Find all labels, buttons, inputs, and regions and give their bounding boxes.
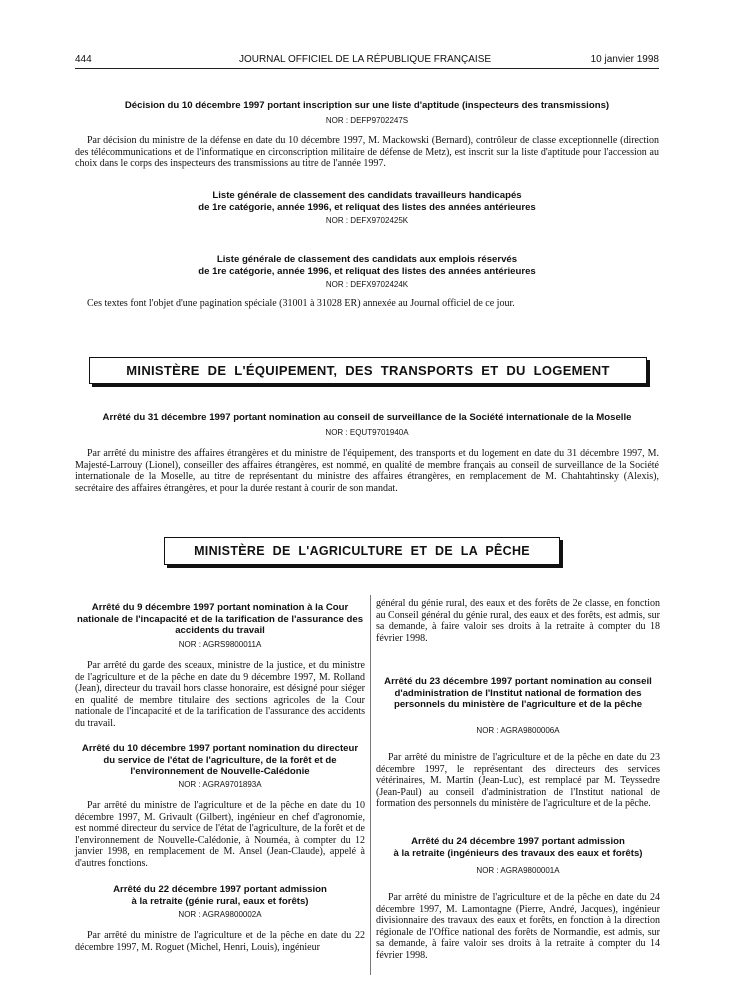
decision-title: Décision du 10 décembre 1997 portant inscription sur une liste d'aptitude (inspecteurs des transmissions) <box>124 100 610 111</box>
arrete-retraite-genie-nor: NOR : AGRA9800002A <box>178 910 262 919</box>
list-handicapes-title-2: de 1re catégorie, année 1996, et reliquat des listes des années antérieures <box>198 202 536 213</box>
list-emplois-nor: NOR : DEFX9702424K <box>325 280 409 289</box>
issue-date: 10 janvier 1998 <box>590 54 659 65</box>
ministry-equipement-heading: MINISTÈRE DE L'ÉQUIPEMENT, DES TRANSPORTS ET DU LOGEMENT <box>89 357 647 384</box>
arrete-cour-title: Arrêté du 9 décembre 1997 portant nomination à la Cour nationale de l'incapacité et de la tarification de l'assurance des accidents du travail <box>76 602 364 636</box>
arrete-moselle-title: Arrêté du 31 décembre 1997 portant nomination au conseil de surveillance de la Société internationale de la Moselle <box>102 412 632 423</box>
decision-body: Par décision du ministre de la défense en date du 10 décembre 1997, M. Mackowski (Bernard), contrôleur de classe exceptionnelle (direction des télécommunications et de l'informatique en circonscription militaire de défense de Metz), est inscrit sur la liste d'aptitude pour l'accession au choix dans le corps des inspecteurs des transmissions au titre de l'année 1997. <box>75 135 659 170</box>
header-rule <box>75 68 659 69</box>
list-emplois-title-2: de 1re catégorie, année 1996, et reliquat des listes des années antérieures <box>198 266 536 277</box>
retraite-genie-continuation: général du génie rural, des eaux et des forêts de 2e classe, en fonction au Conseil général du génie rural, des eaux et des forêts, est admis, sur sa demande, à faire valoir ses droits à la retraite à compter du 18 février 1998. <box>376 598 660 644</box>
arrete-retraite-ingenieurs-title-1: Arrêté du 24 décembre 1997 portant admission <box>411 836 625 847</box>
page-number: 444 <box>75 54 92 65</box>
list-handicapes-nor: NOR : DEFX9702425K <box>325 216 409 225</box>
pagination-note: Ces textes font l'objet d'une pagination spéciale (31001 à 31028 ER) annexée au Journal officiel de ce jour. <box>87 298 515 309</box>
arrete-cour-nor: NOR : AGRS9800011A <box>178 640 262 649</box>
arrete-caledonie-nor: NOR : AGRA9701893A <box>178 780 262 789</box>
arrete-moselle-nor: NOR : EQUT9701940A <box>325 428 409 437</box>
arrete-retraite-genie-title-2: à la retraite (génie rural, eaux et forêts) <box>131 896 309 907</box>
arrete-cour-body: Par arrêté du garde des sceaux, ministre de la justice, et du ministre de l'agriculture et de la pêche en date du 9 décembre 1997, M. Rolland (Jean), directeur du travail hors classe honoraire, est désigné pour siéger en qualité de membre titulaire des sections agricoles de la Cour nationale de l'incapacité et de la tarification de l'assurance des accidents du travail. <box>75 660 365 729</box>
column-divider <box>370 595 371 975</box>
arrete-retraite-genie-body: Par arrêté du ministre de l'agriculture et de la pêche en date du 22 décembre 1997, M. Roguet (Michel, Henri, Louis), ingénieur <box>75 930 365 953</box>
ministry-agriculture-heading: MINISTÈRE DE L'AGRICULTURE ET DE LA PÊCHE <box>164 537 560 565</box>
arrete-caledonie-body: Par arrêté du ministre de l'agriculture et de la pêche en date du 10 décembre 1997, M. Grivault (Gilbert), ingénieur en chef d'agronomie, est nommé directeur du service de l'état de l'agriculture, de la forêt et de l'environnement de Nouvelle-Calédonie, à Nouméa, à compter du 12 janvier 1998, en remplacement de M. Ansel (Jean-Claude), appelé à d'autres fonctions. <box>75 800 365 869</box>
journal-title: JOURNAL OFFICIEL DE LA RÉPUBLIQUE FRANÇAISE <box>238 54 492 65</box>
arrete-retraite-ingenieurs-title-2: à la retraite (ingénieurs des travaux des eaux et forêts) <box>393 848 643 859</box>
arrete-caledonie-title: Arrêté du 10 décembre 1997 portant nomination du directeur du service de l'état de l'agriculture, de la forêt et de l'environnement de Nouvelle-Calédonie <box>81 743 359 777</box>
decision-nor: NOR : DEFP9702247S <box>325 116 409 125</box>
list-handicapes-title-1: Liste générale de classement des candidats travailleurs handicapés <box>212 190 522 201</box>
arrete-retraite-ingenieurs-nor: NOR : AGRA9800001A <box>476 866 560 875</box>
arrete-institut-nor: NOR : AGRA9800006A <box>476 726 560 735</box>
arrete-moselle-body: Par arrêté du ministre des affaires étrangères et du ministre de l'équipement, des transports et du logement en date du 31 décembre 1997, M. Majesté-Larrouy (Lionel), conseiller des affaires étrangères, est nommé, en qualité de membre français au conseil de surveillance de la Société internationale de la Moselle, au titre de représentant du ministre des affaires étrangères, en remplacement de M. Chahtahtinsky (Alexis), secrétaire des affaires étrangères, et pour la durée restant à courir de son mandat. <box>75 448 659 494</box>
list-emplois-title-1: Liste générale de classement des candidats aux emplois réservés <box>216 254 518 265</box>
arrete-retraite-genie-title-1: Arrêté du 22 décembre 1997 portant admission <box>113 884 327 895</box>
arrete-institut-title: Arrêté du 23 décembre 1997 portant nomination au conseil d'administration de l'Institut national de formation des personnels du ministère de l'agriculture et de la pêche <box>384 676 652 710</box>
arrete-institut-body: Par arrêté du ministre de l'agriculture et de la pêche en date du 23 décembre 1997, le représentant des directeurs des services vétérinaires, M. Martin (Jean-Luc), est remplacé par M. Teyssedre (Jean-Paul) au conseil d'administration de l'Institut national de formation des personnels du ministère de l'agriculture et de la pêche. <box>376 752 660 810</box>
arrete-retraite-ingenieurs-body: Par arrêté du ministre de l'agriculture et de la pêche en date du 24 décembre 1997, M. Lamontagne (Pierre, André, Jacques), ingénieur divisionnaire des travaux des eaux et forêts, en fonction à la direction régionale de l'Office national des forêts de Normandie, est admis, sur sa demande, à faire valoir ses droits à la retraite à compter du 14 février 1998. <box>376 892 660 961</box>
